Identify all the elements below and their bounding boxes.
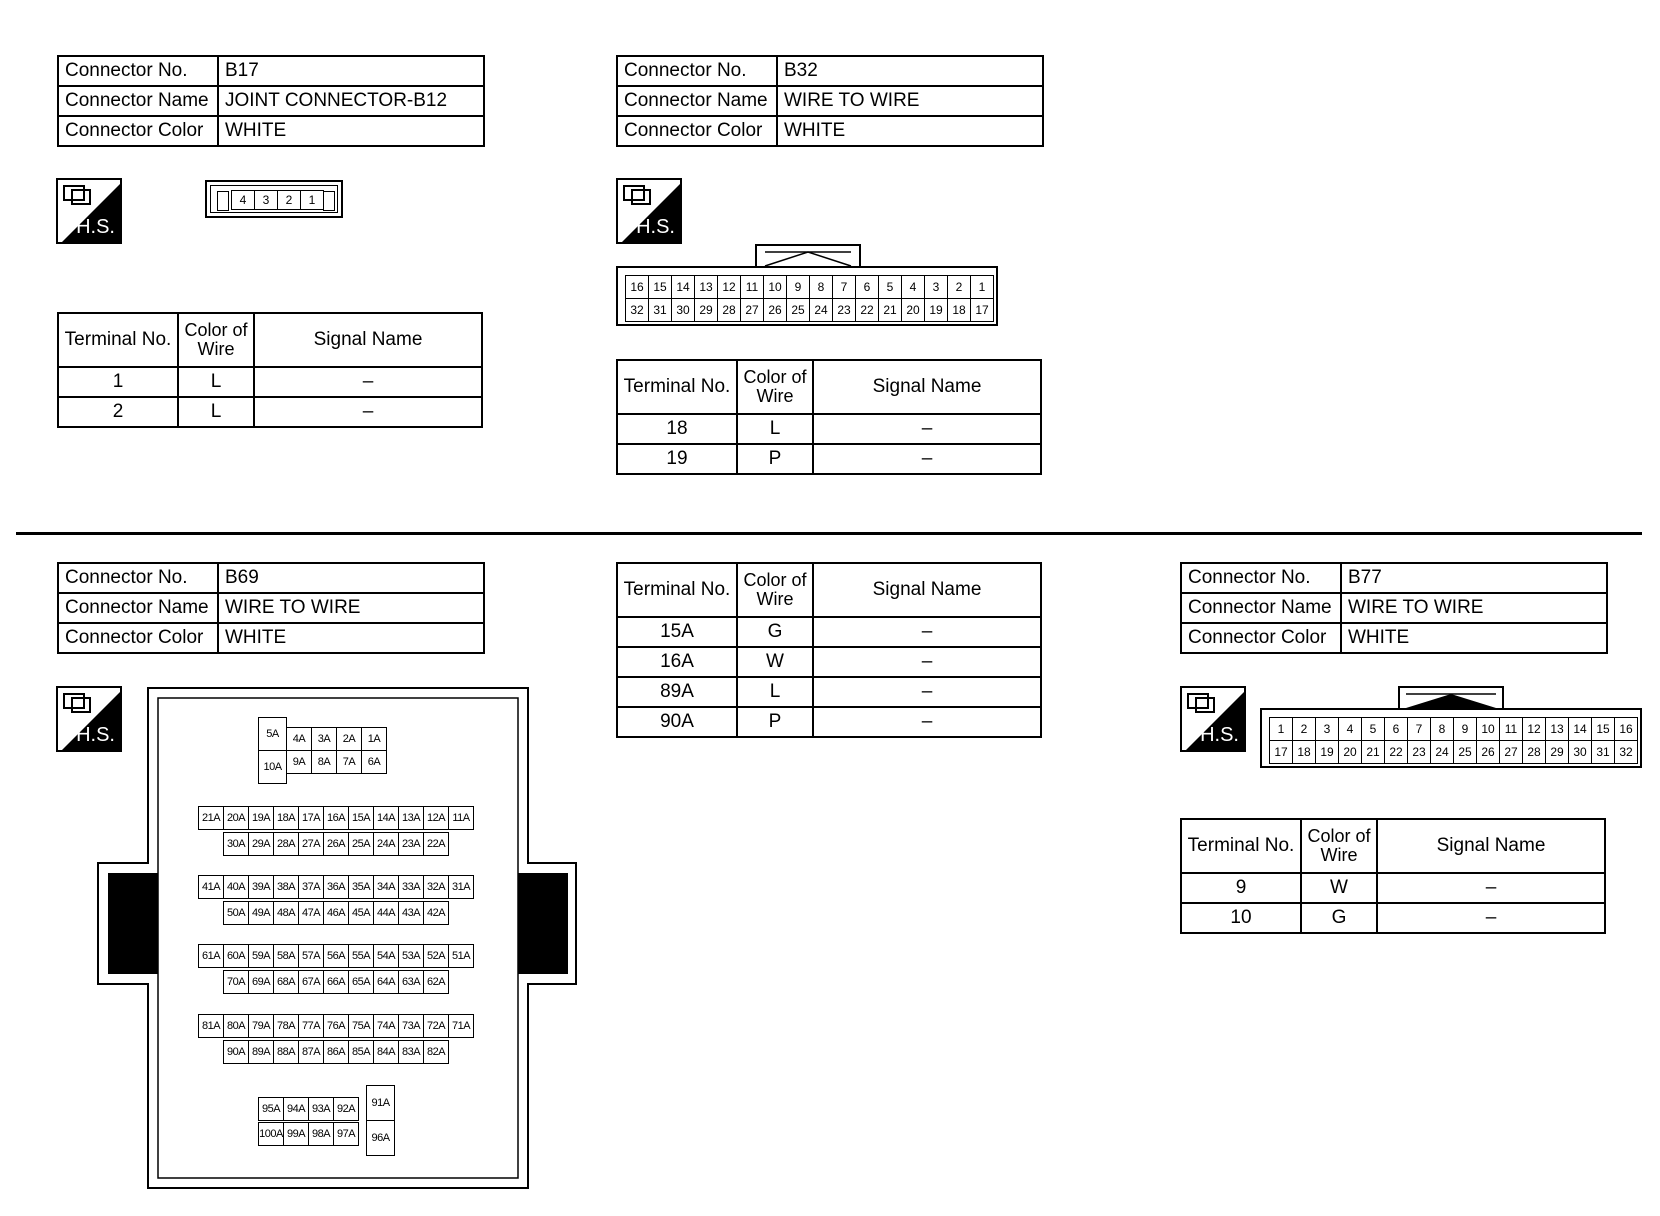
pin-cell: 79A [248,1014,274,1038]
signal-name: – [813,647,1041,677]
pin-cell: 11 [1499,717,1523,741]
wire-color: L [178,397,254,427]
connector-color-value: WHITE [218,116,484,146]
signal-name: – [813,444,1041,474]
pin-cell: 13A [398,806,424,830]
pin-cell: 8 [1430,717,1454,741]
pin-cell: 5 [878,275,902,299]
pin-cell: 21 [1361,740,1385,764]
pin-cell: 20A [223,806,249,830]
pin-cell: 18A [273,806,299,830]
pin-cell: 92A [333,1097,359,1121]
pin-cell: 64A [373,970,399,994]
pin-cell: 3 [254,190,278,210]
pin-cell: 12 [717,275,741,299]
pin-cell: 48A [273,901,299,925]
pin-cell: 8 [809,275,833,299]
b17-connector-face [205,180,343,218]
pin-cell: 4 [231,190,255,210]
b32-pin-grid [626,276,994,322]
pin-cell: 50A [223,901,249,925]
hs-label: H.S. [1200,724,1239,746]
pin-cell: 9 [1453,717,1477,741]
pin-cell: 14 [1568,717,1592,741]
pin-cell: 43A [398,901,424,925]
pin-cell: 9A [286,750,312,774]
b17-pin-grid [232,191,324,210]
terminal-no: 18 [617,414,737,444]
pin-cell: 31 [1591,740,1615,764]
pin-cell: 17 [970,298,994,322]
pin-cell: 9 [786,275,810,299]
pin-cell: 2A [336,727,362,751]
pin-cell: 99A [283,1122,309,1146]
connector-name-label: Connector Name [1181,593,1341,623]
pin-cell: 14A [373,806,399,830]
pin-cell: 68A [273,970,299,994]
pin-cell: 70A [223,970,249,994]
pin-cell: 41A [198,875,224,899]
connector-no-label: Connector No. [1181,563,1341,593]
pin-cell: 5 [1361,717,1385,741]
connector-no-label: Connector No. [58,56,218,86]
pin-cell: 29 [694,298,718,322]
pin-cell: 20 [1338,740,1362,764]
connector-color-label: Connector Color [617,116,777,146]
pin-cell: 18 [947,298,971,322]
pin-cell: 8A [311,750,337,774]
section-divider [16,532,1642,535]
pin-cell: 62A [423,970,449,994]
terminal-no: 90A [617,707,737,737]
pin-cell: 4A [286,727,312,751]
pin-cell: 27 [740,298,764,322]
pin-cell: 76A [323,1014,349,1038]
pin-cell: 27A [298,832,324,856]
harness-side-icon [56,178,122,244]
pin-cell: 10A [258,750,287,784]
pin-cell: 78A [273,1014,299,1038]
signal-name-header: Signal Name [254,313,482,367]
pin-cell: 15A [348,806,374,830]
pin-cell: 72A [423,1014,449,1038]
connector-no-value: B17 [218,56,484,86]
terminal-no: 19 [617,444,737,474]
signal-name: – [254,367,482,397]
pin-cell: 23A [398,832,424,856]
pin-cell: 88A [273,1040,299,1064]
pin-cell: 1 [1269,717,1293,741]
connector-no-value: B69 [218,563,484,593]
lock-block-left [108,873,158,974]
terminal-no: 1 [58,367,178,397]
pin-cell: 18 [1292,740,1316,764]
pin-cell: 25 [786,298,810,322]
signal-name: – [1377,873,1605,903]
wire-color: L [737,414,813,444]
pin-cell: 33A [398,875,424,899]
pin-cell: 75A [348,1014,374,1038]
connector-name-label: Connector Name [58,593,218,623]
pin-cell: 30 [1568,740,1592,764]
pin-cell: 47A [298,901,324,925]
pin-cell: 58A [273,944,299,968]
pin-cell: 32 [625,298,649,322]
pin-cell: 86A [323,1040,349,1064]
connector-color-value: WHITE [777,116,1043,146]
wire-color: P [737,444,813,474]
pin-cell: 66A [323,970,349,994]
harness-side-icon [616,178,682,244]
pin-cell: 6 [855,275,879,299]
b32-lock-tab [755,244,861,268]
wire-color: G [1301,903,1377,933]
pin-cell: 1 [300,190,324,210]
b69-terminal-table [616,562,1042,738]
pin-cell: 17 [1269,740,1293,764]
pin-cell: 29 [1545,740,1569,764]
pin-cell: 73A [398,1014,424,1038]
terminal-no: 15A [617,617,737,647]
pin-cell: 15 [1591,717,1615,741]
pin-cell: 80A [223,1014,249,1038]
pin-cell: 34A [373,875,399,899]
pin-cell: 11 [740,275,764,299]
hs-label: H.S. [76,724,115,746]
b69-info-table [57,562,485,654]
connector-color-value: WHITE [1341,623,1607,653]
pin-cell: 87A [298,1040,324,1064]
pin-cell: 23 [1407,740,1431,764]
pin-cell: 97A [333,1122,359,1146]
pin-cell: 15 [648,275,672,299]
pin-cell: 7A [336,750,362,774]
pin-cell: 31A [448,875,474,899]
pin-cell: 25 [1453,740,1477,764]
signal-name-header: Signal Name [813,360,1041,414]
pin-cell: 30A [223,832,249,856]
pin-cell: 22A [423,832,449,856]
pin-cell: 90A [223,1040,249,1064]
pin-cell: 4 [1338,717,1362,741]
pin-cell: 2 [1292,717,1316,741]
pin-cell: 16 [1614,717,1638,741]
pin-cell: 91A [366,1085,395,1121]
pin-cell: 28A [273,832,299,856]
pin-cell: 40A [223,875,249,899]
connector-name-label: Connector Name [617,86,777,116]
pin-cell: 11A [448,806,474,830]
signal-name: – [254,397,482,427]
terminal-no-header: Terminal No. [617,563,737,617]
terminal-no: 2 [58,397,178,427]
pin-cell: 13 [1545,717,1569,741]
hs-label: H.S. [76,216,115,238]
terminal-no: 16A [617,647,737,677]
pin-cell: 98A [308,1122,334,1146]
connector-no-label: Connector No. [58,563,218,593]
pin-cell: 3 [1315,717,1339,741]
pin-cell: 32A [423,875,449,899]
pin-cell: 94A [283,1097,309,1121]
connector-name-value: WIRE TO WIRE [218,593,484,623]
wire-color: P [737,707,813,737]
pin-cell: 63A [398,970,424,994]
pin-cell: 28 [1522,740,1546,764]
connector-name-value: JOINT CONNECTOR-B12 [218,86,484,116]
pin-cell: 67A [298,970,324,994]
pin-cell: 46A [323,901,349,925]
pin-cell: 42A [423,901,449,925]
pin-cell: 24 [809,298,833,322]
pin-cell: 22 [855,298,879,322]
pin-cell: 20 [901,298,925,322]
pin-cell: 32 [1614,740,1638,764]
pin-cell: 25A [348,832,374,856]
signal-name: – [813,617,1041,647]
pin-cell: 29A [248,832,274,856]
b32-terminal-table [616,359,1042,475]
signal-name-header: Signal Name [813,563,1041,617]
pin-cell: 57A [298,944,324,968]
pin-cell: 77A [298,1014,324,1038]
connector-no-value: B32 [777,56,1043,86]
pin-cell: 61A [198,944,224,968]
pin-cell: 31 [648,298,672,322]
pin-cell: 35A [348,875,374,899]
connector-color-label: Connector Color [58,623,218,653]
b77-pin-grid [1270,718,1638,764]
pin-cell: 24A [373,832,399,856]
pin-cell: 56A [323,944,349,968]
pin-cell: 38A [273,875,299,899]
pin-cell: 7 [832,275,856,299]
signal-name: – [813,707,1041,737]
pin-cell: 2 [277,190,301,210]
pin-cell: 27 [1499,740,1523,764]
pin-cell: 69A [248,970,274,994]
pin-cell: 4 [901,275,925,299]
pin-cell: 7 [1407,717,1431,741]
pin-cell: 96A [366,1120,395,1156]
wire-color: W [737,647,813,677]
latch-slot [323,191,335,211]
pin-cell: 12A [423,806,449,830]
pin-cell: 65A [348,970,374,994]
signal-name: – [813,677,1041,707]
connector-name-value: WIRE TO WIRE [1341,593,1607,623]
pin-cell: 51A [448,944,474,968]
pin-cell: 19 [924,298,948,322]
wire-color: G [737,617,813,647]
pin-cell: 1 [970,275,994,299]
latch-slot [217,191,229,211]
pin-cell: 44A [373,901,399,925]
pin-cell: 12 [1522,717,1546,741]
pin-cell: 21 [878,298,902,322]
pin-cell: 26 [763,298,787,322]
pin-cell: 3 [924,275,948,299]
pin-cell: 82A [423,1040,449,1064]
b77-lock-tab [1398,686,1504,710]
pin-cell: 81A [198,1014,224,1038]
signal-name-header: Signal Name [1377,819,1605,873]
pin-cell: 6 [1384,717,1408,741]
b77-connector-face [1260,708,1642,768]
pin-cell: 60A [223,944,249,968]
pin-cell: 22 [1384,740,1408,764]
pin-cell: 21A [198,806,224,830]
pin-cell: 83A [398,1040,424,1064]
wire-color-header: Color of Wire [737,360,813,414]
pin-cell: 37A [298,875,324,899]
pin-cell: 17A [298,806,324,830]
pin-cell: 6A [361,750,387,774]
pin-cell: 19 [1315,740,1339,764]
wire-color-header: Color of Wire [737,563,813,617]
wire-color: W [1301,873,1377,903]
terminal-no-header: Terminal No. [58,313,178,367]
pin-cell: 93A [308,1097,334,1121]
pin-cell: 1A [361,727,387,751]
pin-cell: 19A [248,806,274,830]
pin-cell: 24 [1430,740,1454,764]
pin-cell: 89A [248,1040,274,1064]
terminal-no-header: Terminal No. [1181,819,1301,873]
wire-color-header: Color of Wire [178,313,254,367]
pin-cell: 26 [1476,740,1500,764]
connector-color-label: Connector Color [58,116,218,146]
pin-cell: 74A [373,1014,399,1038]
pin-cell: 39A [248,875,274,899]
pin-cell: 59A [248,944,274,968]
pin-cell: 10 [763,275,787,299]
pin-cell: 16A [323,806,349,830]
wire-color: L [737,677,813,707]
pin-cell: 84A [373,1040,399,1064]
b32-connector-face [616,266,998,326]
wire-color: L [178,367,254,397]
terminal-no-header: Terminal No. [617,360,737,414]
pin-cell: 55A [348,944,374,968]
pin-cell: 54A [373,944,399,968]
b17-terminal-table [57,312,483,428]
connector-name-label: Connector Name [58,86,218,116]
terminal-no: 89A [617,677,737,707]
lock-block-right [518,873,568,974]
signal-name: – [813,414,1041,444]
harness-side-icon [1180,686,1246,752]
signal-name: – [1377,903,1605,933]
connector-no-value: B77 [1341,563,1607,593]
connector-color-label: Connector Color [1181,623,1341,653]
terminal-no: 9 [1181,873,1301,903]
b17-info-table [57,55,485,147]
pin-cell: 71A [448,1014,474,1038]
terminal-no: 10 [1181,903,1301,933]
connector-color-value: WHITE [218,623,484,653]
b77-terminal-table [1180,818,1606,934]
pin-cell: 30 [671,298,695,322]
pin-cell: 10 [1476,717,1500,741]
pin-cell: 95A [258,1097,284,1121]
connector-no-label: Connector No. [617,56,777,86]
b32-info-table [616,55,1044,147]
pin-cell: 5A [258,717,287,751]
pin-cell: 53A [398,944,424,968]
pin-cell: 2 [947,275,971,299]
pin-cell: 14 [671,275,695,299]
pin-cell: 3A [311,727,337,751]
wire-color-header: Color of Wire [1301,819,1377,873]
pin-cell: 16 [625,275,649,299]
pin-cell: 49A [248,901,274,925]
pin-cell: 52A [423,944,449,968]
b77-info-table [1180,562,1608,654]
pin-cell: 85A [348,1040,374,1064]
pin-cell: 100A [258,1122,284,1146]
pin-cell: 26A [323,832,349,856]
pin-cell: 45A [348,901,374,925]
pin-cell: 36A [323,875,349,899]
pin-cell: 28 [717,298,741,322]
pin-cell: 13 [694,275,718,299]
hs-label: H.S. [636,216,675,238]
connector-name-value: WIRE TO WIRE [777,86,1043,116]
pin-cell: 23 [832,298,856,322]
